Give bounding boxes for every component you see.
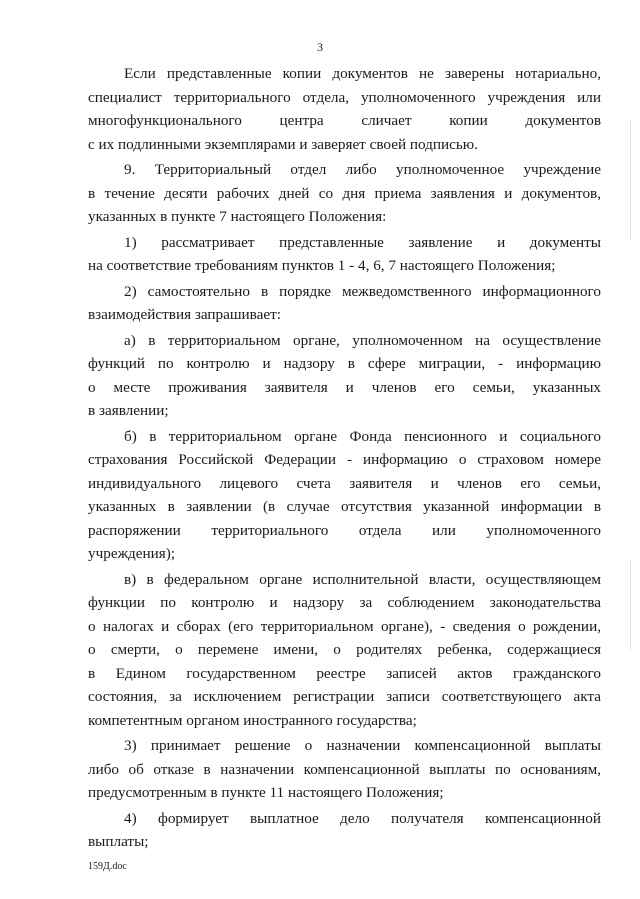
paragraph-line: учреждения);	[88, 545, 176, 562]
paragraph-line: либо об отказе в назначении компенсационной выплаты по основаниям,	[88, 760, 601, 778]
paragraph-line: выплаты;	[88, 833, 149, 850]
paragraph-line: функции по контролю и надзору за соблюдением законодательства	[88, 594, 601, 611]
paragraph-line: состояния, за исключением регистрации записи соответствующего акта	[88, 688, 601, 705]
paragraph-line: функций по контролю и надзору в сфере миграции, - информацию	[88, 355, 601, 372]
paragraph-line: многофункционального центра сличает копии документов	[88, 112, 601, 129]
paragraph-first-line: 1) рассматривает представленные заявление и документы	[124, 233, 601, 251]
paragraph-line: в заявлении;	[88, 402, 169, 419]
page-number: 3	[317, 40, 323, 54]
paragraph-line: указанных в пункте 7 настоящего Положения:	[88, 208, 387, 225]
paragraph-line: указанных в заявлении (в случае отсутствия указанной информации в	[88, 498, 601, 515]
paragraph-line: распоряжении территориального отдела или уполномоченного	[88, 521, 601, 539]
paragraph-line: о месте проживания заявителя и членов его семьи, указанных	[88, 378, 601, 396]
paragraph-line: с их подлинными экземплярами и заверяет своей подписью.	[88, 135, 478, 153]
paragraph-line: компетентным органом иностранного государства;	[88, 711, 417, 729]
paragraph-line: о налогах и сборах (его территориальном органе), - сведения о рождении,	[88, 617, 601, 635]
paragraph-first-line: 3) принимает решение о назначении компенсационной выплаты	[124, 737, 601, 754]
paragraph-line: предусмотренным в пункте 11 настоящего Положения;	[88, 784, 444, 801]
paragraph-line: специалист территориального отдела, уполномоченного учреждения или	[88, 88, 601, 106]
paragraph-line: индивидуального лицевого счета заявителя и членов его семьи,	[88, 474, 601, 492]
paragraph-first-line: 2) самостоятельно в порядке межведомственного информационного	[124, 282, 601, 300]
paragraph-first-line: Если представленные копии документов не заверены нотариально,	[124, 65, 601, 82]
paragraph-first-line: 4) формирует выплатное дело получателя компенсационной	[124, 809, 601, 827]
file-name-footer: 159Д.doc	[88, 861, 127, 872]
scan-edge-mark	[630, 120, 631, 240]
document-body	[88, 62, 601, 854]
paragraph-line: в Едином государственном реестре записей актов гражданского	[88, 664, 601, 682]
paragraph-line: на соответствие требованиям пунктов 1 - 4, 6, 7 настоящего Положения;	[88, 257, 556, 274]
paragraph-line: взаимодействия запрашивает:	[88, 306, 281, 323]
scan-edge-mark	[630, 560, 631, 650]
paragraph-line: о смерти, о перемене имени, о родителях ребенка, содержащиеся	[88, 641, 601, 658]
paragraph-first-line: в) в федеральном органе исполнительной власти, осуществляющем	[124, 570, 601, 588]
paragraph-line: в течение десяти рабочих дней со дня приема заявления и документов,	[88, 184, 601, 202]
paragraph-line: страхования Российской Федерации - информацию о страховом номере	[88, 451, 601, 468]
paragraph-first-line: а) в территориальном органе, уполномоченном на осуществление	[124, 331, 601, 349]
paragraph-first-line: б) в территориальном органе Фонда пенсионного и социального	[124, 427, 601, 445]
paragraph-first-line: 9. Территориальный отдел либо уполномоченное учреждение	[124, 161, 601, 178]
